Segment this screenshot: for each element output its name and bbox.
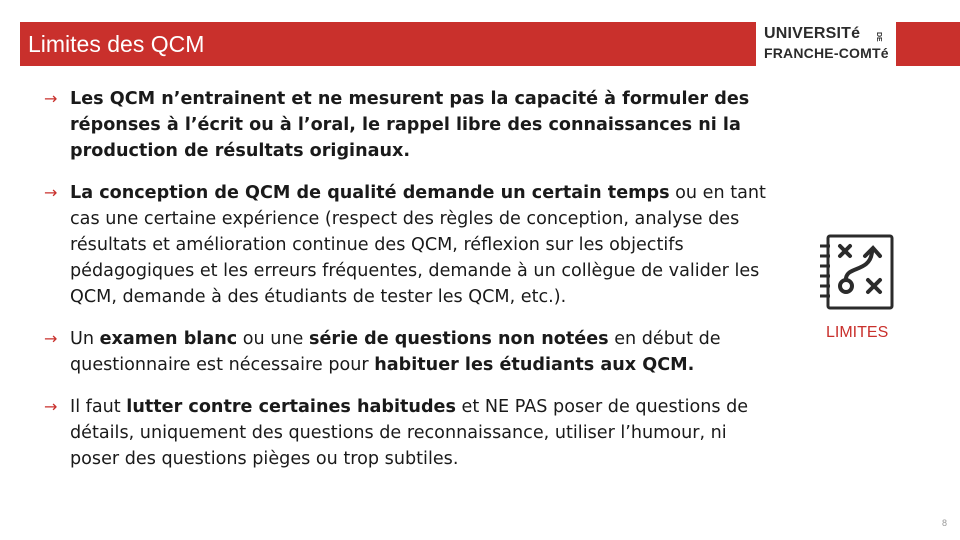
logo-de: DE (875, 32, 882, 42)
bullet-run: habituer les étudiants aux QCM. (374, 355, 695, 375)
arrow-right-icon: → (44, 397, 58, 416)
arrow-right-icon: → (44, 329, 58, 348)
bullet-run: et NE PAS poser de questions de détails, uniquement des questions de reconnaissance, utiliser l’humour, ni poser des questions pièges ou trop subtiles. (70, 397, 749, 469)
page-number: 8 (942, 518, 948, 528)
bullet-text (70, 89, 749, 161)
bullet-list (40, 86, 780, 472)
bullet-run: ou en tant cas une certaine expérience (respect des règles de conception, analyse des résultats et amélioration continue des QCM, réflexion sur les objectifs pédagogiques et les erreurs fréquentes, demande à un collègue de valider les QCM, demande à des étudiants de tester les QCM, etc.). (70, 183, 766, 307)
logo-line-1: UNIVERSITé (764, 25, 861, 42)
bullet-run: lutter contre certaines habitudes (126, 397, 456, 417)
arrow-right-icon: → (44, 183, 58, 202)
bullet-run: ou une (237, 329, 309, 349)
bullet-run: La conception de QCM de qualité demande un certain temps (70, 183, 670, 203)
bullet-item (40, 394, 780, 472)
bullet-item (40, 180, 780, 310)
slide-title: Limites des QCM (28, 31, 205, 57)
strategy-board-icon (818, 232, 898, 312)
bullet-text (70, 397, 748, 469)
bullet-text (70, 329, 721, 375)
limites-label: LIMITES (826, 324, 889, 341)
bullet-run: série de questions non notées (308, 329, 609, 349)
bullet-text (70, 183, 766, 307)
bullet-item (40, 326, 780, 378)
bullet-run: Il faut (70, 397, 127, 417)
bullet-run: Les QCM n’entrainent et ne mesurent pas la capacité à formuler des réponses à l’écrit ou à l’oral, le rappel libre des connaissances ni la production de résultats originaux. (70, 89, 750, 161)
bullet-run: Un (70, 329, 100, 349)
logo-line-2: FRANCHE-COMTé (764, 45, 889, 61)
bullet-run: en début de questionnaire est nécessaire pour (70, 329, 721, 375)
university-logo (756, 22, 896, 66)
bullet-item (40, 86, 780, 164)
arrow-right-icon: → (44, 89, 58, 108)
bullet-run: examen blanc (99, 329, 238, 349)
